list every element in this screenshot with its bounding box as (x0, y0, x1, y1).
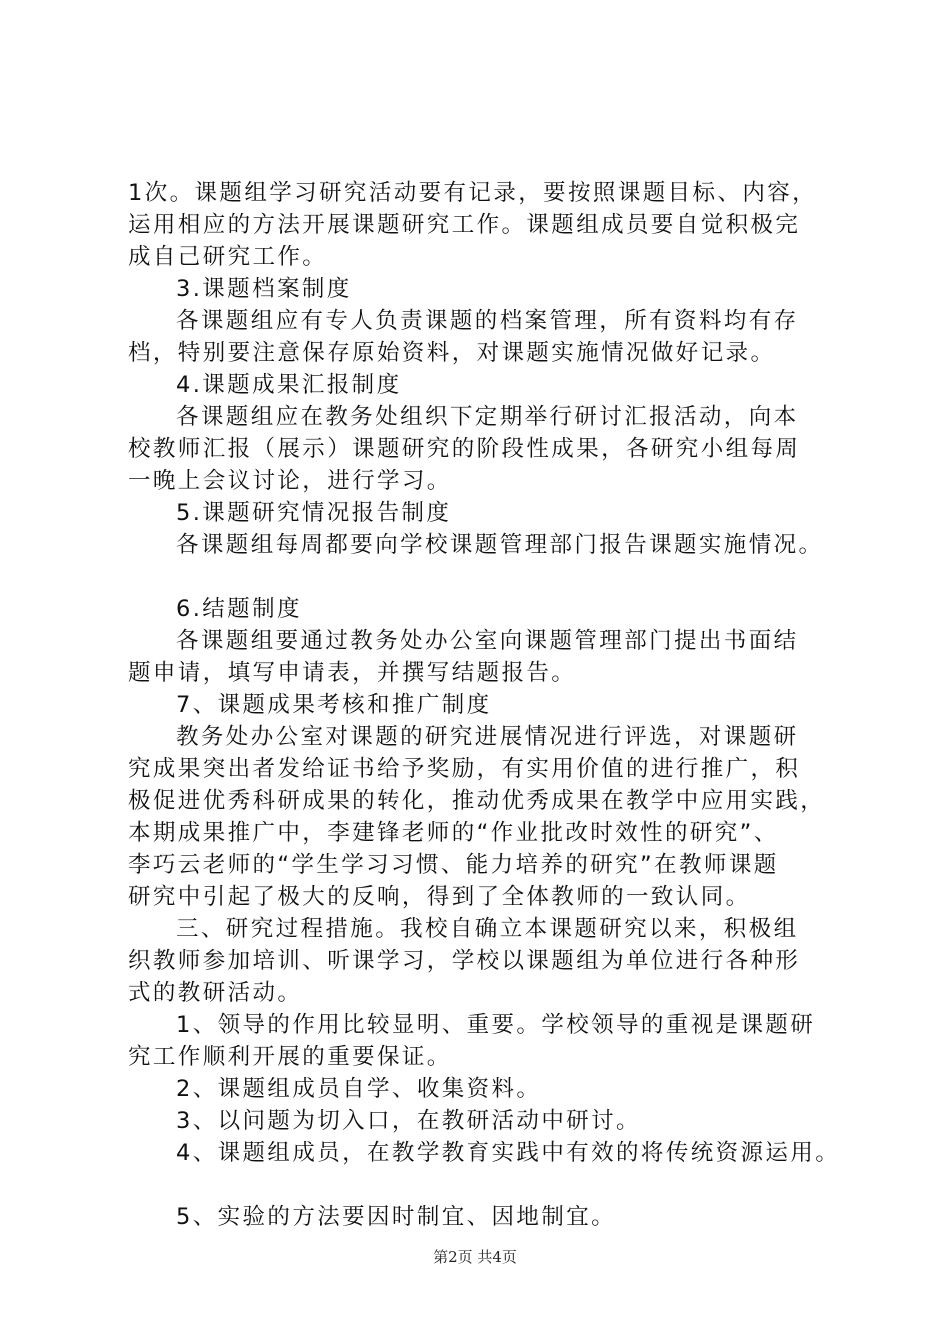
text-line: 题申请，填写申请表，并撰写结题报告。 (128, 660, 577, 686)
text-line: 运用相应的方法开展课题研究工作。课题组成员要自觉积极完 (128, 212, 801, 238)
text-line: 1、领导的作用比较显明、重要。学校领导的重视是课题研 (176, 1012, 816, 1038)
text-line: 各课题组要通过教务处办公室向课题管理部门提出书面结 (176, 628, 799, 654)
text-line: 成自己研究工作。 (128, 244, 328, 270)
text-line: 织教师参加培训、听课学习，学校以课题组为单位进行各种形 (128, 948, 801, 974)
text-line: 档，特别要注意保存原始资料，对课题实施情况做好记录。 (128, 340, 776, 366)
text-line: 本期成果推广中，李建锋老师的“作业批改时效性的研究”、 (128, 820, 779, 846)
text-line: 各课题组应在教务处组织下定期举行研讨汇报活动，向本 (176, 404, 799, 430)
text-line: 2、课题组成员自学、收集资料。 (176, 1076, 542, 1102)
section-heading: 6.结题制度 (176, 596, 302, 622)
text-line: 各课题组每周都要向学校课题管理部门报告课题实施情况。 (176, 532, 824, 558)
text-line: 式的教研活动。 (128, 980, 303, 1006)
text-line: 李巧云老师的“学生学习习惯、能力培养的研究”在教师课题 (128, 852, 779, 878)
section-heading: 4.课题成果汇报制度 (176, 372, 402, 398)
text-line: 极促进优秀科研成果的转化，推动优秀成果在教学中应用实践， (128, 788, 826, 814)
section-heading: 3.课题档案制度 (176, 276, 352, 302)
text-line: 5、实验的方法要因时制宜、因地制宜。 (176, 1204, 617, 1230)
page-number-footer: 第2页 共4页 (433, 1248, 517, 1266)
text-line: 三、研究过程措施。我校自确立本课题研究以来，积极组 (176, 916, 799, 942)
text-line: 一晚上会议讨论，进行学习。 (128, 468, 452, 494)
section-heading: 5.课题研究情况报告制度 (176, 500, 452, 526)
text-line: 究成果突出者发给证书给予奖励，有实用价值的进行推广，积 (128, 756, 801, 782)
text-line: 研究中引起了极大的反响，得到了全体教师的一致认同。 (128, 884, 751, 910)
text-line: 3、以问题为切入口，在教研活动中研讨。 (176, 1108, 641, 1134)
text-line: 各课题组应有专人负责课题的档案管理，所有资料均有存 (176, 308, 799, 334)
text-line: 教务处办公室对课题的研究进展情况进行评选，对课题研 (176, 724, 799, 750)
text-line: 究工作顺利开展的重要保证。 (128, 1044, 452, 1070)
text-line: 1次。课题组学习研究活动要有记录，要按照课题目标、内容， (128, 180, 818, 206)
section-heading: 7、课题成果考核和推广制度 (176, 692, 492, 718)
text-line: 校教师汇报（展示）课题研究的阶段性成果，各研究小组每周 (128, 436, 801, 462)
text-line: 4、课题组成员，在教学教育实践中有效的将传统资源运用。 (176, 1140, 841, 1166)
